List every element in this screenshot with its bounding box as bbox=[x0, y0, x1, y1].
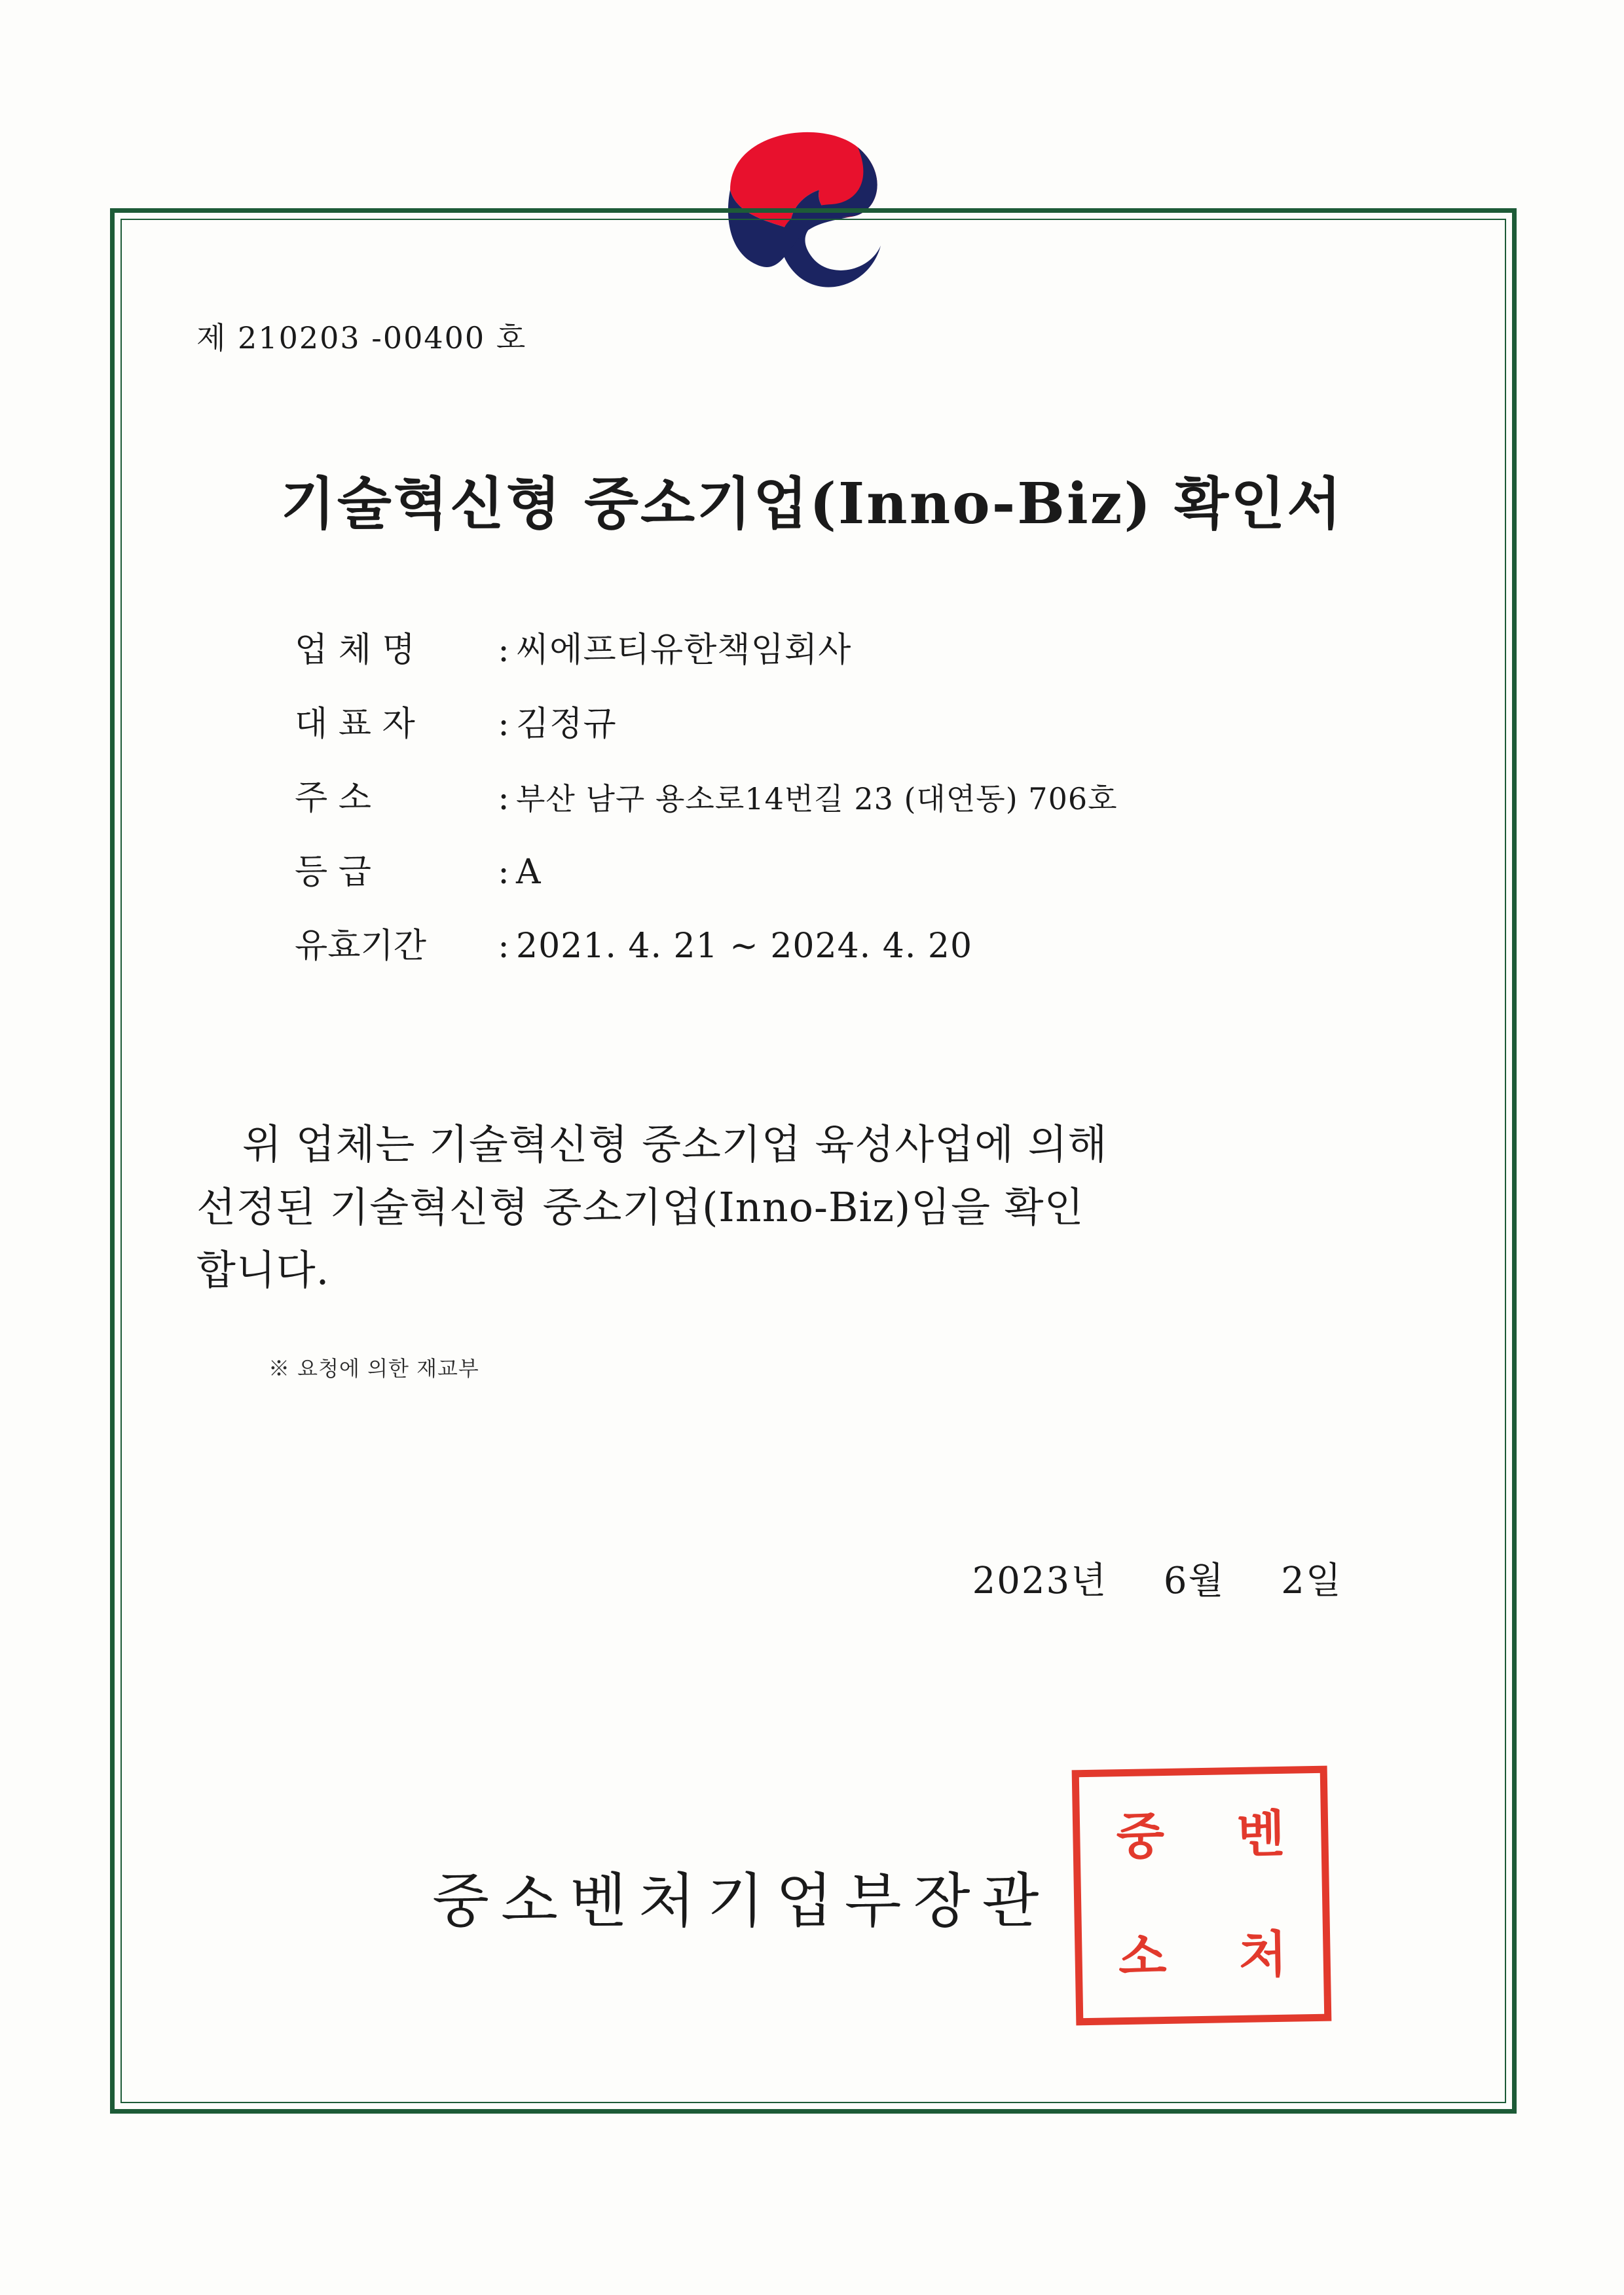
seal-char-4: 처 bbox=[1238, 1924, 1288, 1985]
field-row-address bbox=[295, 770, 1408, 819]
seal-char-2: 벤 bbox=[1236, 1804, 1285, 1864]
field-label-representative: 대 표 자 bbox=[295, 705, 415, 744]
field-row-grade bbox=[295, 844, 1408, 893]
field-colon: : bbox=[498, 779, 509, 818]
field-row-valid-period bbox=[295, 918, 1408, 967]
field-label-grade: 등 급 bbox=[295, 853, 371, 892]
field-value-company: 씨에프티유한책임회사 bbox=[516, 631, 852, 670]
field-colon: : bbox=[498, 705, 509, 744]
body-line-3: 합니다. bbox=[196, 1246, 330, 1294]
issue-date-month: 6월 bbox=[1163, 1560, 1225, 1602]
body-paragraph bbox=[196, 1113, 1454, 1302]
body-line-2: 선정된 기술혁신형 중소기업(Inno-Biz)임을 확인 bbox=[196, 1183, 1084, 1232]
issue-date-year: 2023년 bbox=[972, 1560, 1108, 1602]
field-row-company bbox=[295, 622, 1408, 671]
field-value-valid-period: 2021. 4. 21 ~ 2024. 4. 20 bbox=[516, 927, 973, 966]
field-colon: : bbox=[498, 631, 509, 670]
official-seal-stamp bbox=[1072, 1766, 1332, 2026]
issue-date-day: 2일 bbox=[1281, 1560, 1342, 1602]
field-value-address: 부산 남구 용소로14번길 23 (대연동) 706호 bbox=[516, 781, 1118, 817]
seal-char-3: 소 bbox=[1118, 1926, 1168, 1987]
body-line-1 bbox=[196, 1113, 1454, 1176]
issue-date bbox=[972, 1552, 1342, 1604]
reissue-note: ※ 요청에 의한 재교부 bbox=[268, 1356, 479, 1381]
field-colon: : bbox=[498, 853, 509, 892]
field-colon: : bbox=[498, 927, 509, 966]
field-row-representative bbox=[295, 696, 1408, 745]
field-label-valid-period: 유효기간 bbox=[295, 927, 426, 966]
document-number: 제 210203 -00400 호 bbox=[196, 320, 527, 356]
body-line-1-text: 위 업체는 기술혁신형 중소기업 육성사업에 의해 bbox=[242, 1120, 1108, 1168]
field-label-address: 주 소 bbox=[295, 779, 371, 818]
seal-char-1: 중 bbox=[1115, 1806, 1165, 1866]
issuer-name: 중소벤처기업부장관 bbox=[432, 1867, 1051, 1936]
certificate-fields bbox=[295, 622, 1408, 992]
field-label-company: 업 체 명 bbox=[295, 631, 415, 670]
page-title: 기술혁신형 중소기업(Inno-Biz) 확인서 bbox=[280, 471, 1344, 537]
field-value-grade: A bbox=[516, 853, 542, 892]
field-value-representative: 김정규 bbox=[516, 705, 617, 744]
